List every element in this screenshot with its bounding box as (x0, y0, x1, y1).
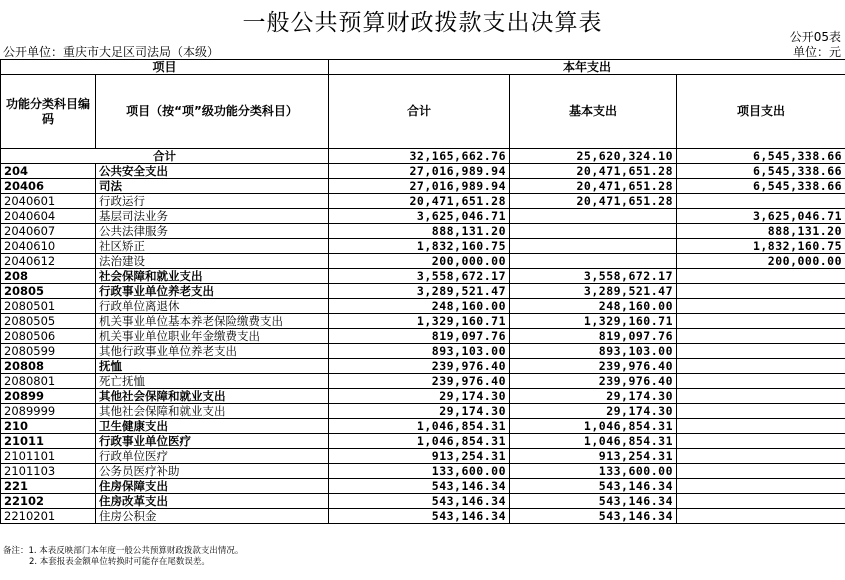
row-name: 行政事业单位养老支出 (96, 284, 329, 299)
row-name: 社区矫正 (96, 239, 329, 254)
row-name: 公共安全支出 (96, 164, 329, 179)
row-name: 法治建设 (96, 254, 329, 269)
row-name: 机关事业单位基本养老保险缴费支出 (96, 314, 329, 329)
table-row (1, 494, 845, 509)
row-code: 210 (1, 419, 96, 434)
row-total: 248,160.00 (329, 299, 510, 314)
row-total: 543,146.34 (329, 479, 510, 494)
row-basic: 1,046,854.31 (510, 419, 677, 434)
page-title: 一般公共预算财政拨款支出决算表 (242, 10, 603, 36)
row-project: 200,000.00 (677, 254, 845, 269)
row-basic: 543,146.34 (510, 509, 677, 524)
row-code: 20406 (1, 179, 96, 194)
row-basic (510, 224, 677, 239)
row-project (677, 419, 845, 434)
expenditure-table (0, 59, 845, 524)
row-basic: 239,976.40 (510, 374, 677, 389)
row-name: 其他行政事业单位养老支出 (96, 344, 329, 359)
row-total: 893,103.00 (329, 344, 510, 359)
row-basic (510, 209, 677, 224)
table-row (1, 284, 845, 299)
row-basic: 248,160.00 (510, 299, 677, 314)
row-name: 其他社会保障和就业支出 (96, 389, 329, 404)
row-code: 2040601 (1, 194, 96, 209)
row-code: 221 (1, 479, 96, 494)
row-project (677, 434, 845, 449)
row-code: 20899 (1, 389, 96, 404)
total-basic: 25,620,324.10 (510, 149, 677, 164)
table-row (1, 194, 845, 209)
row-project (677, 464, 845, 479)
row-basic: 3,289,521.47 (510, 284, 677, 299)
header-name: 项目（按“项”级功能分类科目） (96, 75, 329, 149)
row-basic: 29,174.30 (510, 389, 677, 404)
row-code: 2089999 (1, 404, 96, 419)
header-code: 功能分类科目编码 (1, 75, 96, 149)
row-project: 3,625,046.71 (677, 209, 845, 224)
row-project: 888,131.20 (677, 224, 845, 239)
row-project (677, 374, 845, 389)
row-basic: 29,174.30 (510, 404, 677, 419)
row-code: 22102 (1, 494, 96, 509)
note-line-2: 2. 本套报表金额单位转换时可能存在尾数误差。 (29, 557, 210, 567)
row-code: 2040612 (1, 254, 96, 269)
table-code: 公开05表 (789, 30, 841, 44)
row-basic: 1,046,854.31 (510, 434, 677, 449)
total-label: 合计 (1, 149, 329, 164)
row-basic: 3,558,672.17 (510, 269, 677, 284)
header-basic: 基本支出 (510, 75, 677, 149)
total-row (1, 149, 845, 164)
row-name: 死亡抚恤 (96, 374, 329, 389)
row-code: 2080506 (1, 329, 96, 344)
row-basic: 20,471,651.28 (510, 179, 677, 194)
row-basic: 133,600.00 (510, 464, 677, 479)
header-current-group: 本年支出 (329, 60, 845, 75)
row-total: 543,146.34 (329, 509, 510, 524)
table-row (1, 314, 845, 329)
table-row (1, 269, 845, 284)
table-row (1, 509, 845, 524)
row-name: 行政事业单位医疗 (96, 434, 329, 449)
row-code: 20808 (1, 359, 96, 374)
row-name: 住房改革支出 (96, 494, 329, 509)
row-basic: 893,103.00 (510, 344, 677, 359)
table-row (1, 359, 845, 374)
row-total: 29,174.30 (329, 389, 510, 404)
row-project (677, 194, 845, 209)
row-project: 6,545,338.66 (677, 164, 845, 179)
row-project: 6,545,338.66 (677, 179, 845, 194)
row-name: 卫生健康支出 (96, 419, 329, 434)
row-total: 3,625,046.71 (329, 209, 510, 224)
row-name: 其他社会保障和就业支出 (96, 404, 329, 419)
row-name: 行政单位离退休 (96, 299, 329, 314)
header-total: 合计 (329, 75, 510, 149)
row-basic: 543,146.34 (510, 479, 677, 494)
row-code: 2080505 (1, 314, 96, 329)
row-code: 21011 (1, 434, 96, 449)
row-project (677, 344, 845, 359)
note-line-1: 备注：1. 本表反映部门本年度一般公共预算财政拨款支出情况。 (3, 546, 244, 556)
row-total: 543,146.34 (329, 494, 510, 509)
table-row (1, 449, 845, 464)
row-project (677, 494, 845, 509)
row-project: 1,832,160.75 (677, 239, 845, 254)
row-name: 抚恤 (96, 359, 329, 374)
row-project (677, 449, 845, 464)
row-name: 行政运行 (96, 194, 329, 209)
table-row (1, 404, 845, 419)
row-code: 2080801 (1, 374, 96, 389)
row-project (677, 404, 845, 419)
table-row (1, 164, 845, 179)
row-total: 29,174.30 (329, 404, 510, 419)
row-code: 2080501 (1, 299, 96, 314)
row-total: 20,471,651.28 (329, 194, 510, 209)
row-basic (510, 254, 677, 269)
row-name: 住房保障支出 (96, 479, 329, 494)
notes (3, 546, 243, 568)
row-name: 社会保障和就业支出 (96, 269, 329, 284)
row-basic: 819,097.76 (510, 329, 677, 344)
row-total: 133,600.00 (329, 464, 510, 479)
row-total: 200,000.00 (329, 254, 510, 269)
row-project (677, 479, 845, 494)
row-basic: 913,254.31 (510, 449, 677, 464)
total-project: 6,545,338.66 (677, 149, 845, 164)
row-project (677, 284, 845, 299)
row-code: 20805 (1, 284, 96, 299)
table-row (1, 239, 845, 254)
table-row (1, 344, 845, 359)
row-basic: 543,146.34 (510, 494, 677, 509)
row-total: 888,131.20 (329, 224, 510, 239)
row-total: 1,832,160.75 (329, 239, 510, 254)
row-name: 住房公积金 (96, 509, 329, 524)
table-row (1, 254, 845, 269)
row-total: 239,976.40 (329, 359, 510, 374)
table-row (1, 224, 845, 239)
row-code: 204 (1, 164, 96, 179)
row-total: 1,046,854.31 (329, 419, 510, 434)
row-name: 公共法律服务 (96, 224, 329, 239)
row-project (677, 269, 845, 284)
row-name: 行政单位医疗 (96, 449, 329, 464)
row-name: 司法 (96, 179, 329, 194)
table-row (1, 479, 845, 494)
row-project (677, 509, 845, 524)
organization-label: 公开单位：重庆市大足区司法局（本级） (3, 45, 220, 59)
row-basic: 1,329,160.71 (510, 314, 677, 329)
total-amount: 32,165,662.76 (329, 149, 510, 164)
row-total: 3,289,521.47 (329, 284, 510, 299)
unit-label: 单位：元 (792, 45, 841, 59)
row-code: 2040607 (1, 224, 96, 239)
row-project (677, 299, 845, 314)
row-code: 2101103 (1, 464, 96, 479)
table-row (1, 374, 845, 389)
row-name: 机关事业单位职业年金缴费支出 (96, 329, 329, 344)
row-code: 2080599 (1, 344, 96, 359)
row-basic: 20,471,651.28 (510, 194, 677, 209)
row-project (677, 359, 845, 374)
row-code: 208 (1, 269, 96, 284)
table-row (1, 464, 845, 479)
table-row (1, 209, 845, 224)
header-project: 项目支出 (677, 75, 845, 149)
row-code: 2101101 (1, 449, 96, 464)
table-row (1, 434, 845, 449)
row-total: 239,976.40 (329, 374, 510, 389)
row-total: 913,254.31 (329, 449, 510, 464)
row-basic: 239,976.40 (510, 359, 677, 374)
row-total: 27,016,989.94 (329, 179, 510, 194)
row-name: 基层司法业务 (96, 209, 329, 224)
header-item-group: 项目 (1, 60, 329, 75)
table-row (1, 299, 845, 314)
row-total: 3,558,672.17 (329, 269, 510, 284)
row-total: 819,097.76 (329, 329, 510, 344)
row-total: 1,046,854.31 (329, 434, 510, 449)
table-row (1, 179, 845, 194)
row-project (677, 314, 845, 329)
table-row (1, 419, 845, 434)
row-project (677, 389, 845, 404)
row-total: 27,016,989.94 (329, 164, 510, 179)
row-code: 2210201 (1, 509, 96, 524)
row-total: 1,329,160.71 (329, 314, 510, 329)
row-name: 公务员医疗补助 (96, 464, 329, 479)
table-row (1, 329, 845, 344)
row-code: 2040604 (1, 209, 96, 224)
row-project (677, 329, 845, 344)
row-basic: 20,471,651.28 (510, 164, 677, 179)
row-code: 2040610 (1, 239, 96, 254)
row-basic (510, 239, 677, 254)
table-row (1, 389, 845, 404)
